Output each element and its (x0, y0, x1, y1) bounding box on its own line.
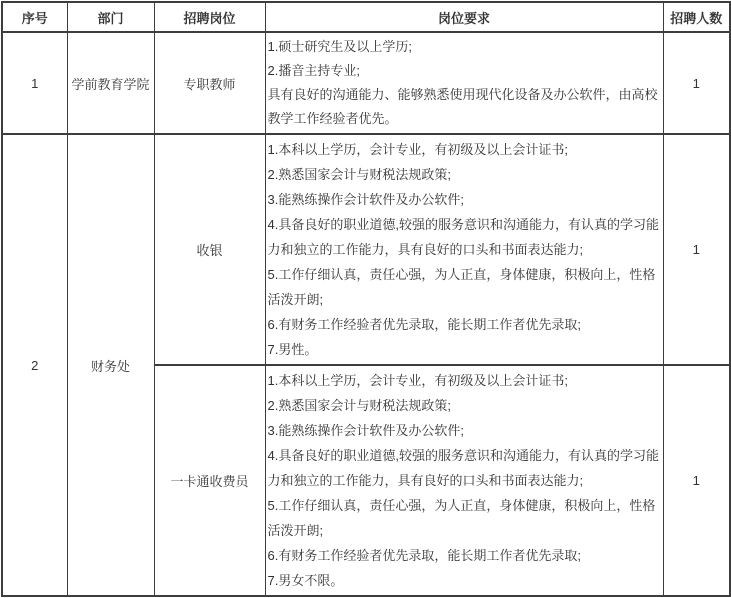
cell-requirements (265, 365, 663, 596)
cell-department: 学前教育学院 (67, 32, 154, 134)
column-header-position: 招聘岗位 (154, 2, 265, 32)
requirement-line: 1.本科以上学历，会计专业，有初级及以上会计证书; (267, 373, 568, 388)
requirement-line: 6.有财务工作经验者优先录取，能长期工作者优先录取; (267, 548, 581, 563)
cell-no: 1 (2, 32, 67, 134)
cell-position: 一卡通收费员 (154, 365, 265, 596)
requirement-line: 3.能熟练操作会计软件及办公软件; (267, 423, 464, 438)
header-row (2, 2, 730, 32)
requirement-line: 2.播音主持专业; (267, 63, 360, 78)
cell-position: 收银 (154, 134, 265, 365)
requirement-line: 5.工作仔细认真，责任心强，为人正直，身体健康，积极向上，性格活泼开朗; (267, 267, 656, 307)
column-header-no: 序号 (2, 2, 67, 32)
requirement-line: 1.硕士研究生及以上学历; (267, 39, 412, 54)
requirement-line: 6.有财务工作经验者优先录取，能长期工作者优先录取; (267, 317, 581, 332)
table-row (2, 32, 730, 134)
column-header-headcount: 招聘人数 (663, 2, 730, 32)
cell-no: 2 (2, 134, 67, 596)
requirement-line: 7.男性。 (267, 342, 318, 357)
requirement-line: 4.具备良好的职业道德,较强的服务意识和沟通能力，有认真的学习能力和独立的工作能力，具有良好的口头和书面表达能力; (267, 217, 659, 257)
requirement-line: 1.本科以上学历，会计专业，有初级及以上会计证书; (267, 142, 568, 157)
requirement-line: 2.熟悉国家会计与财税法规政策; (267, 167, 451, 182)
cell-headcount: 1 (663, 134, 730, 365)
cell-department: 财务处 (67, 134, 154, 596)
requirement-line: 4.具备良好的职业道德,较强的服务意识和沟通能力，有认真的学习能力和独立的工作能力，具有良好的口头和书面表达能力; (267, 448, 659, 488)
cell-position: 专职教师 (154, 32, 265, 134)
recruitment-table (1, 1, 731, 597)
requirement-line: 5.工作仔细认真，责任心强，为人正直，身体健康，积极向上，性格活泼开朗; (267, 498, 656, 538)
requirement-line: 2.熟悉国家会计与财税法规政策; (267, 398, 451, 413)
cell-requirements (265, 32, 663, 134)
cell-headcount: 1 (663, 32, 730, 134)
column-header-requirements: 岗位要求 (265, 2, 663, 32)
cell-headcount: 1 (663, 365, 730, 596)
requirement-line: 具有良好的沟通能力、能够熟悉使用现代化设备及办公软件，由高校教学工作经验者优先。 (267, 87, 658, 126)
table-row (2, 134, 730, 365)
column-header-department: 部门 (67, 2, 154, 32)
cell-requirements (265, 134, 663, 365)
requirement-line: 3.能熟练操作会计软件及办公软件; (267, 192, 464, 207)
requirement-line: 7.男女不限。 (267, 573, 344, 588)
